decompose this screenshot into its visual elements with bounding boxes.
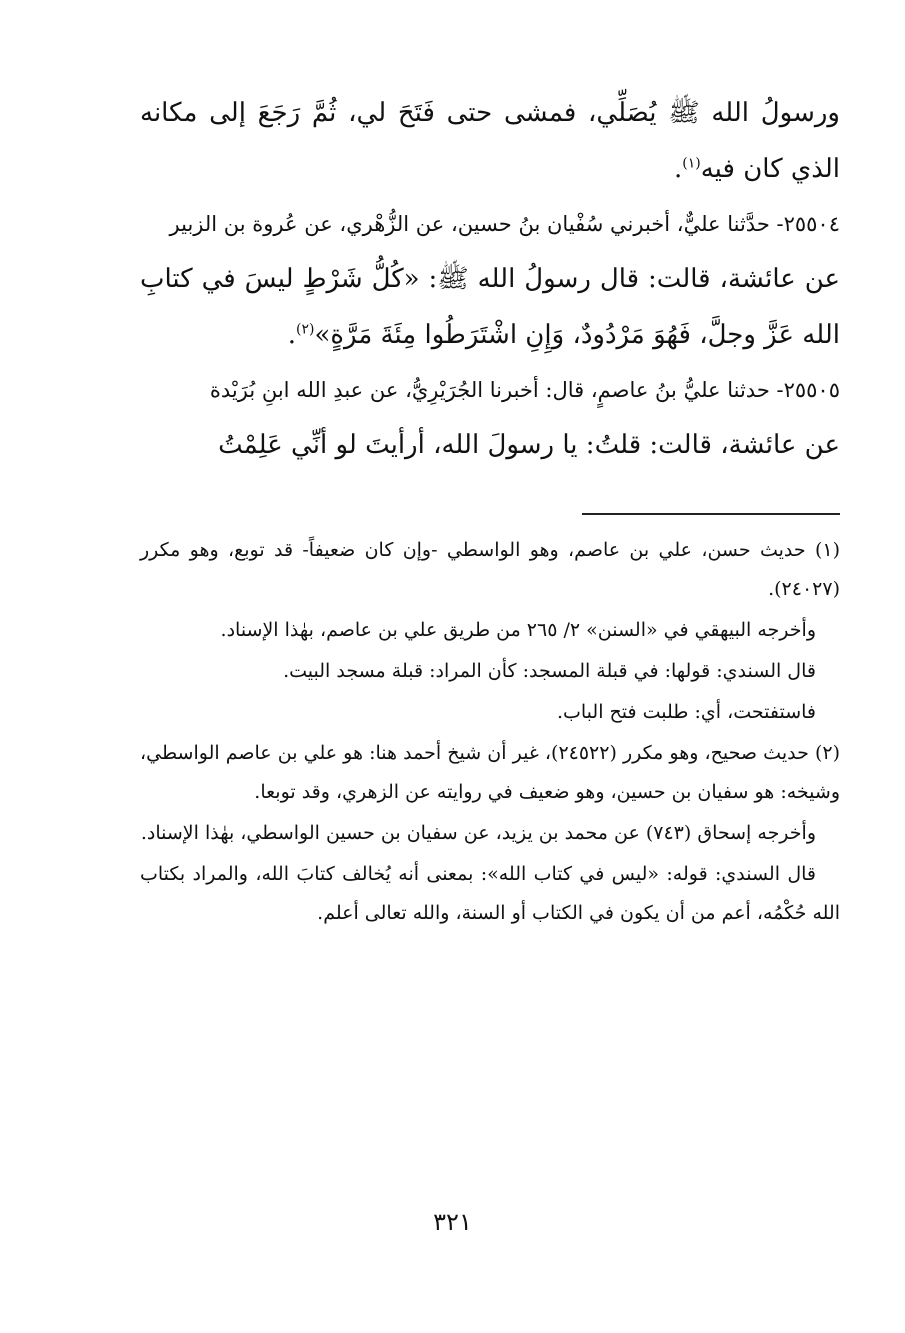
footnote-2: (٢) حديث صحيح، وهو مكرر (٢٤٥٢٢)، غير أن شيخ أحمد هنا: هو علي بن عاصم الواسطي، وشيخه: هو سفيان بن حسين، وهو ضعيف في روايته عن الزهري، وقد توبعا.: [140, 742, 840, 803]
main-paragraph-1: [140, 85, 840, 197]
main-paragraph-2-end: .: [287, 320, 296, 350]
footnote-1: (١) حديث حسن، علي بن عاصم، وهو الواسطي -وإن كان ضعيفاً- قد توبع، وهو مكرر (٢٤٠٢٧).: [140, 539, 840, 600]
main-paragraph-2: [140, 251, 840, 363]
footnote-1-continuation-3: فاستفتحت، أي: طلبت فتح الباب.: [556, 701, 816, 723]
footnote-2-continuation-1: وأخرجه إسحاق (٧٤٣) عن محمد بن يزيد، عن سفيان بن حسين الواسطي، بهٰذا الإسناد.: [140, 822, 816, 844]
hadith-25504-heading: ٢٥٥٠٤- حدَّثنا عليٌّ، أخبرني سُفْيان بنُ حسين، عن الزُّهْري، عن عُروة بن الزبير: [169, 212, 840, 236]
main-paragraph-3: عن عائشة، قالت: قلتُ: يا رسولَ الله، أرأيتَ لو أنِّي عَلِمْتُ: [218, 430, 840, 460]
hadith-25505-heading: ٢٥٥٠٥- حدثنا عليُّ بنُ عاصمٍ، قال: أخبرنا الجُرَيْرِيُّ، عن عبدِ الله ابنِ بُرَيْدة: [209, 378, 840, 402]
main-paragraph-1-text: ورسولُ الله ﷺ يُصَلِّي، فمشى حتى فَتَحَ لي، ثُمَّ رَجَعَ إلى مكانه الذي كان فيه: [140, 98, 840, 184]
main-paragraph-1-end: .: [673, 154, 683, 184]
page-number: ٣٢١: [433, 1208, 472, 1236]
footnote-ref-1: (١): [682, 155, 701, 172]
main-paragraph-2-text: عن عائشة، قالت: قال رسولُ الله ﷺ: «كُلُّ شَرْطٍ ليسَ في كتابِ الله عَزَّ وجلَّ، فَهُوَ مَرْدُودٌ، وَإِنِ اشْتَرَطُوا مِئَةَ مَرَّةٍ»: [140, 264, 840, 350]
footnote-1-continuation-1: وأخرجه البيهقي في «السنن» ٢/ ٢٦٥ من طريق علي بن عاصم، بهٰذا الإسناد.: [220, 619, 816, 641]
footnote-2-continuation-2: قال السندي: قوله: «ليس في كتاب الله»: بمعنى أنه يُخالف كتابَ الله، والمراد بكتاب الله حُكْمُه، أعم من أن يكون في الكتاب أو السنة، والله تعالى أعلم.: [140, 863, 840, 924]
footnote-ref-2: (٢): [295, 321, 315, 338]
book-page: [140, 85, 840, 935]
footnote-1-continuation-2: قال السندي: قولها: في قبلة المسجد: كأن المراد: قبلة مسجد البيت.: [283, 660, 816, 682]
footnote-divider: [582, 513, 840, 515]
